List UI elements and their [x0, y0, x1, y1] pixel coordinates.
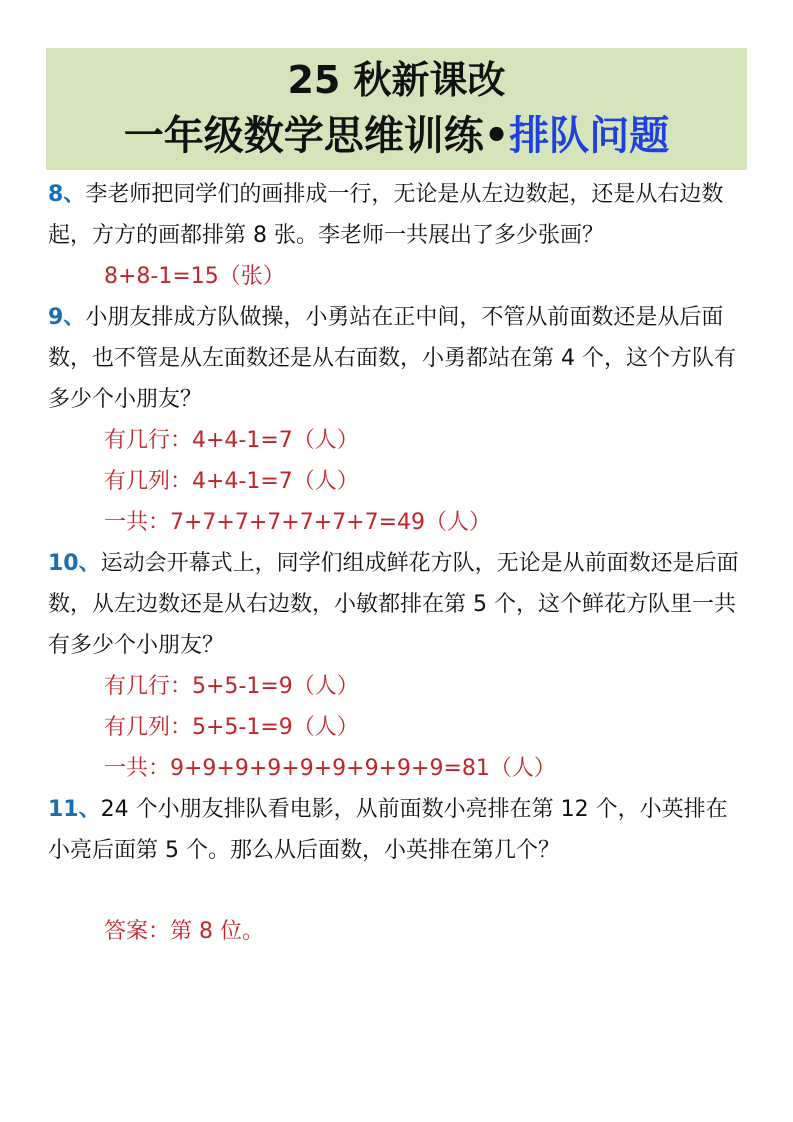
question-list [48, 174, 748, 952]
title-line-1: 25 秋新课改 [287, 58, 506, 102]
title-line-2 [46, 108, 747, 164]
question-number: 11、 [48, 797, 101, 822]
question-number: 9、 [48, 305, 86, 330]
question-text: 运动会开幕式上，同学们组成鲜花方队，无论是从前面数还是后面数，从左边数还是从右边数，小敏都排在第 5 个，这个鲜花方队里一共有多少个小朋友？ [48, 551, 739, 658]
answer-line: 答案：第 8 位。 [104, 919, 264, 944]
answer-line: 有几行：5+5-1=9（人） [104, 674, 359, 699]
answer-line: 有几列：5+5-1=9（人） [104, 715, 359, 740]
answer-line: 一共：7+7+7+7+7+7+7=49（人） [104, 510, 492, 535]
question-8 [48, 174, 748, 256]
title-topic-highlight: 排队问题 [509, 113, 670, 159]
question-number: 8、 [48, 182, 86, 207]
title-banner [46, 48, 747, 170]
question-text: 24 个小朋友排队看电影，从前面数小亮排在第 12 个，小英排在小亮后面第 5 个。那么从后面数，小英排在第几个？ [48, 797, 728, 863]
answer-line: 有几列：4+4-1=7（人） [104, 469, 359, 494]
answer-line: 8+8-1=15（张） [104, 264, 285, 289]
question-text: 小朋友排成方队做操，小勇站在正中间，不管从前面数还是从后面数，也不管是从左面数还是从右面数，小勇都站在第 4 个，这个方队有多少个小朋友？ [48, 305, 736, 412]
question-text: 李老师把同学们的画排成一行，无论是从左边数起，还是从右边数起，方方的画都排第 8 张。李老师一共展出了多少张画？ [48, 182, 724, 248]
question-9 [48, 297, 748, 420]
title-line-2-prefix: 一年级数学思维训练• [123, 113, 510, 159]
answer-line: 一共：9+9+9+9+9+9+9+9+9=81（人） [104, 756, 556, 781]
question-10 [48, 543, 748, 666]
answer-line: 有几行：4+4-1=7（人） [104, 428, 359, 453]
question-number: 10、 [48, 551, 101, 576]
question-11 [48, 789, 748, 871]
